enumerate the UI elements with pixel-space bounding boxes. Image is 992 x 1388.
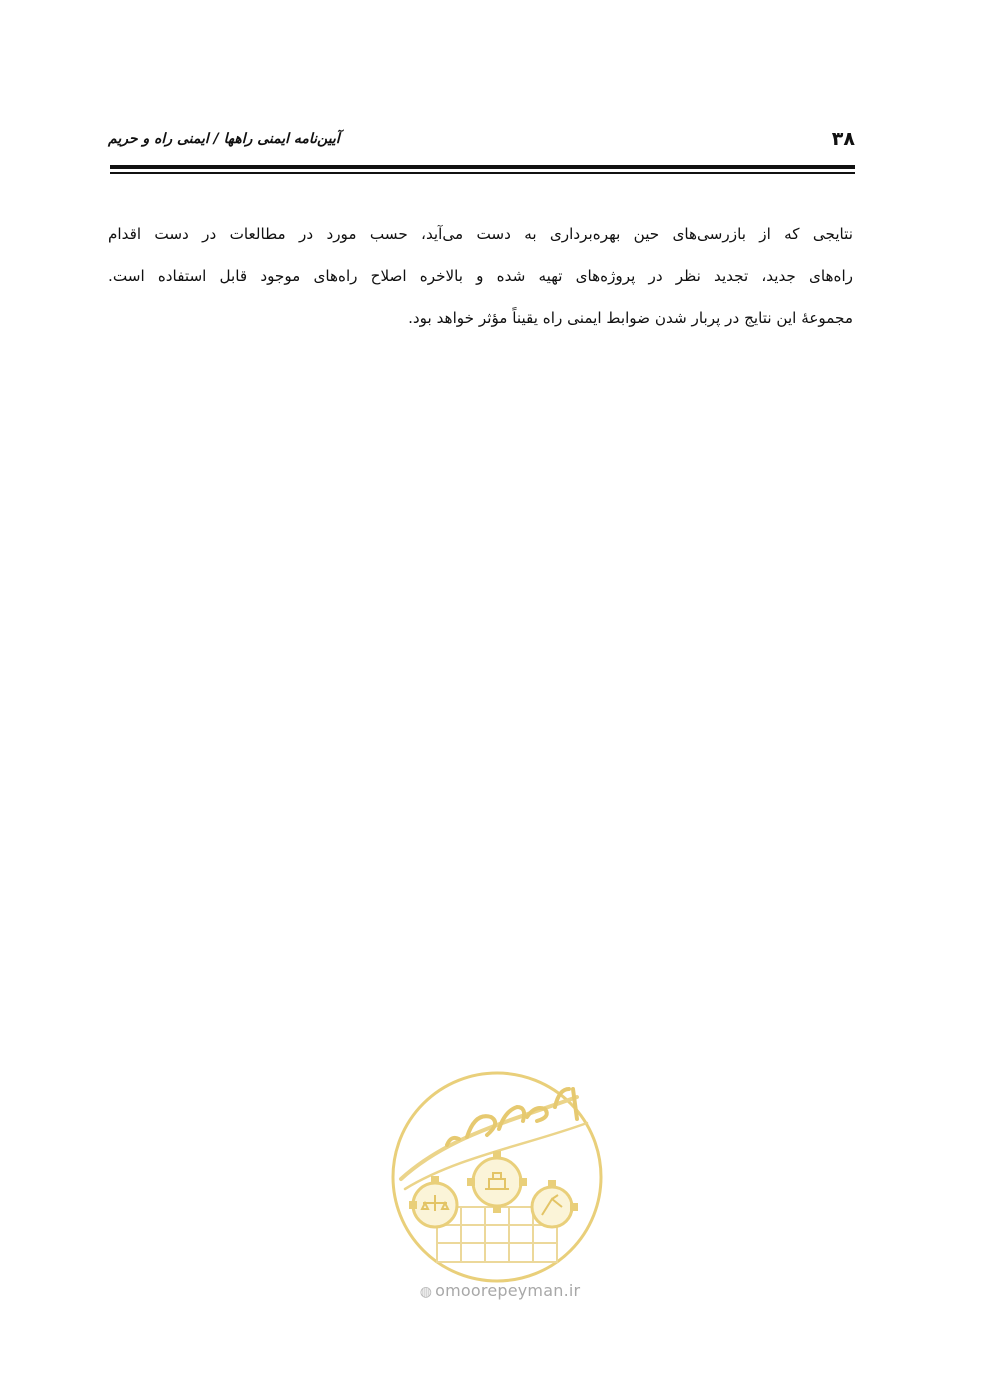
- body-paragraph: [108, 213, 853, 339]
- paragraph-line: مجموعهٔ این نتایج در پربار شدن ضوابط ایمنی راه یقیناً مؤثر خواهد بود.: [408, 309, 853, 327]
- watermark-seal: [387, 1067, 607, 1287]
- running-title: آیین‌نامه ایمنی راهها / ایمنی راه و حریم: [108, 131, 340, 147]
- watermark-site-text: omoorepeyman.ir: [435, 1281, 581, 1300]
- watermark-site: [400, 1281, 600, 1300]
- header-rule-thick: [110, 165, 855, 169]
- paragraph-line: راه‌های جدید، تجدید نظر در پروژه‌های تهیه شده و بالاخره اصلاح راه‌های موجود قابل استفاده است.: [108, 267, 853, 285]
- page-number: ۳۸: [831, 128, 855, 150]
- paragraph-line: نتایجی که از بازرسی‌های حین بهره‌برداری به دست می‌آید، حسب مورد در مطالعات در دست اقدام: [108, 225, 853, 243]
- header-rule-thin: [110, 172, 855, 174]
- globe-icon: ◍: [419, 1284, 433, 1300]
